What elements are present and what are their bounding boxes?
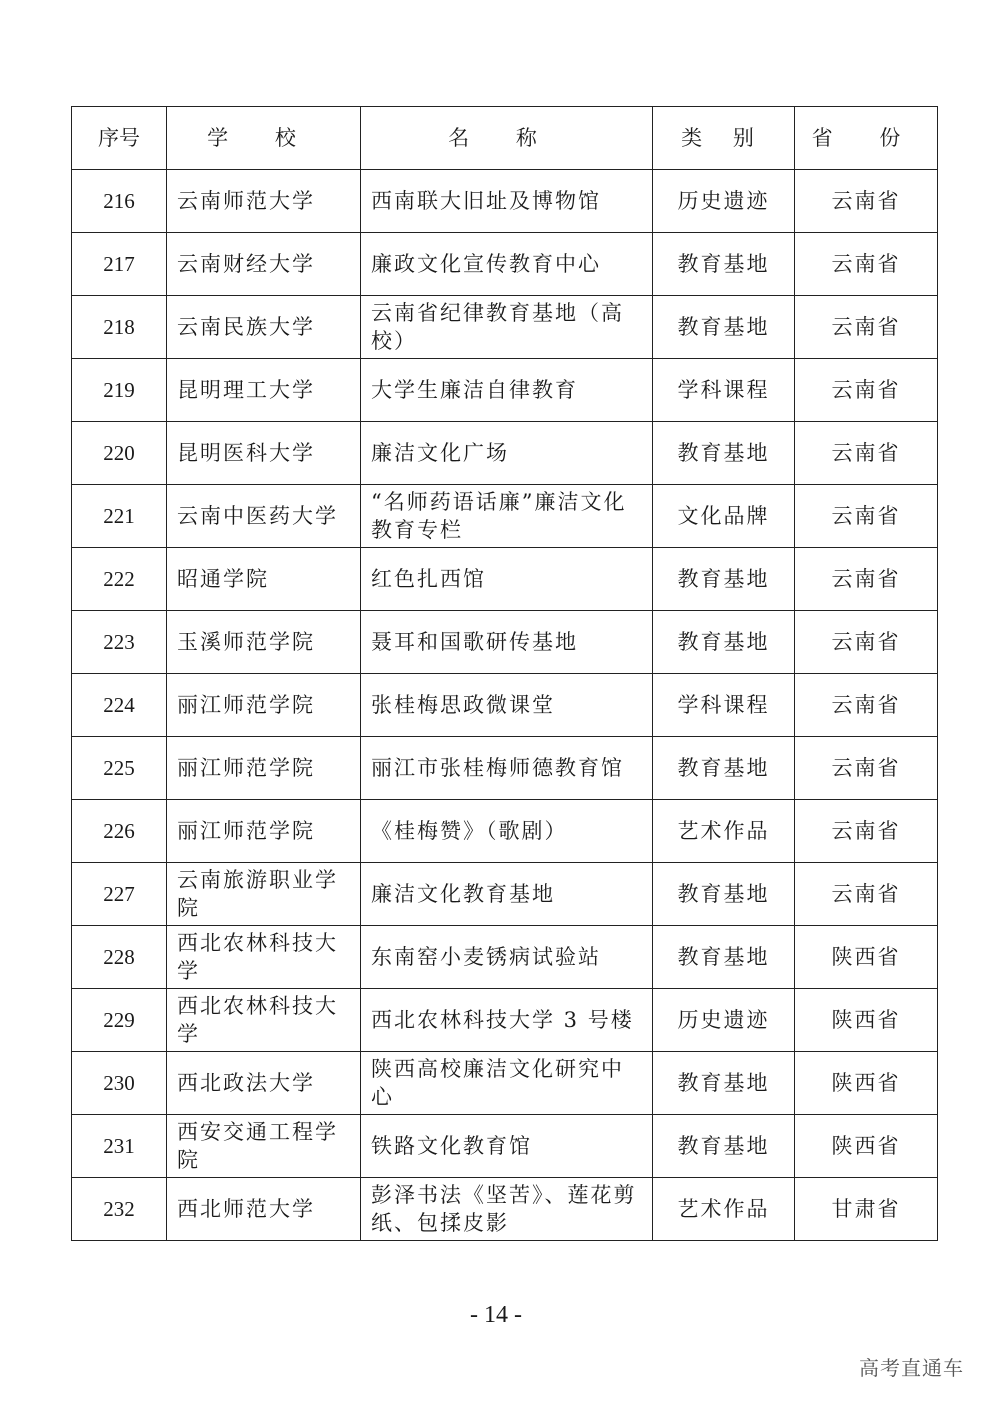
cell-category: 教育基地 (653, 1052, 795, 1115)
table-row (72, 1178, 938, 1241)
cell-school: 西北农林科技大学 (167, 926, 361, 989)
cell-school: 云南民族大学 (167, 296, 361, 359)
cell-name: 彭泽书法《坚苦》、莲花剪纸、包揉皮影 (361, 1178, 653, 1241)
cell-no: 231 (72, 1115, 167, 1178)
cell-name: 《桂梅赞》（歌剧） (361, 800, 653, 863)
cell-no: 222 (72, 548, 167, 611)
cell-province: 云南省 (795, 233, 938, 296)
cell-name: 大学生廉洁自律教育 (361, 359, 653, 422)
cell-category: 教育基地 (653, 1115, 795, 1178)
table-row (72, 296, 938, 359)
cell-no: 220 (72, 422, 167, 485)
cell-province: 云南省 (795, 737, 938, 800)
cell-category: 历史遗迹 (653, 989, 795, 1052)
cell-no: 221 (72, 485, 167, 548)
cell-no: 229 (72, 989, 167, 1052)
cell-category: 历史遗迹 (653, 170, 795, 233)
page-number: - 14 - (470, 1302, 522, 1328)
cell-school: 西北政法大学 (167, 1052, 361, 1115)
cell-province: 云南省 (795, 548, 938, 611)
cell-no: 216 (72, 170, 167, 233)
cell-province: 陕西省 (795, 1115, 938, 1178)
cell-no: 217 (72, 233, 167, 296)
cell-province: 云南省 (795, 485, 938, 548)
cell-school: 西北农林科技大学 (167, 989, 361, 1052)
table-row (72, 989, 938, 1052)
table-header-row (72, 107, 938, 170)
cell-no: 226 (72, 800, 167, 863)
table-row (72, 863, 938, 926)
cell-category: 学科课程 (653, 674, 795, 737)
cell-name: 廉洁文化教育基地 (361, 863, 653, 926)
cell-category: 教育基地 (653, 926, 795, 989)
table-row (72, 926, 938, 989)
cell-category: 教育基地 (653, 737, 795, 800)
cell-name: 红色扎西馆 (361, 548, 653, 611)
cell-school: 昭通学院 (167, 548, 361, 611)
watermark-text: 高考直通车 (859, 1356, 964, 1380)
cell-province: 云南省 (795, 611, 938, 674)
table-row (72, 548, 938, 611)
cell-category: 学科课程 (653, 359, 795, 422)
table-row (72, 737, 938, 800)
cell-name: 东南窑小麦锈病试验站 (361, 926, 653, 989)
table-row (72, 1052, 938, 1115)
cell-school: 玉溪师范学院 (167, 611, 361, 674)
cell-province: 甘肃省 (795, 1178, 938, 1241)
cell-category: 艺术作品 (653, 800, 795, 863)
cell-category: 教育基地 (653, 611, 795, 674)
cell-name: 西南联大旧址及博物馆 (361, 170, 653, 233)
cell-school: 昆明理工大学 (167, 359, 361, 422)
header-province: 省 份 (795, 107, 938, 170)
cell-province: 云南省 (795, 359, 938, 422)
cell-name: 廉政文化宣传教育中心 (361, 233, 653, 296)
cell-name: “名师药语话廉”廉洁文化教育专栏 (361, 485, 653, 548)
header-school: 学 校 (167, 107, 361, 170)
cell-no: 232 (72, 1178, 167, 1241)
cell-name: 铁路文化教育馆 (361, 1115, 653, 1178)
header-name: 名 称 (361, 107, 653, 170)
cell-category: 教育基地 (653, 233, 795, 296)
cell-name: 陕西高校廉洁文化研究中心 (361, 1052, 653, 1115)
table-row (72, 800, 938, 863)
cell-school: 昆明医科大学 (167, 422, 361, 485)
cell-no: 224 (72, 674, 167, 737)
header-category: 类 别 (653, 107, 795, 170)
cell-province: 云南省 (795, 800, 938, 863)
cell-province: 云南省 (795, 296, 938, 359)
table-row (72, 674, 938, 737)
cell-category: 艺术作品 (653, 1178, 795, 1241)
cell-school: 丽江师范学院 (167, 800, 361, 863)
cell-name: 聂耳和国歌研传基地 (361, 611, 653, 674)
cell-no: 219 (72, 359, 167, 422)
header-no: 序号 (72, 107, 167, 170)
cell-name: 云南省纪律教育基地（高校） (361, 296, 653, 359)
table-row (72, 422, 938, 485)
cell-school: 云南中医药大学 (167, 485, 361, 548)
cell-province: 云南省 (795, 863, 938, 926)
cell-no: 227 (72, 863, 167, 926)
cell-school: 丽江师范学院 (167, 737, 361, 800)
cell-school: 丽江师范学院 (167, 674, 361, 737)
table-row (72, 233, 938, 296)
cell-name: 丽江市张桂梅师德教育馆 (361, 737, 653, 800)
cell-school: 西北师范大学 (167, 1178, 361, 1241)
cell-province: 云南省 (795, 170, 938, 233)
table-row (72, 170, 938, 233)
cell-province: 陕西省 (795, 1052, 938, 1115)
cell-province: 陕西省 (795, 989, 938, 1052)
table-row (72, 611, 938, 674)
cell-category: 教育基地 (653, 422, 795, 485)
institution-list-table (71, 106, 938, 1241)
cell-province: 云南省 (795, 674, 938, 737)
cell-province: 云南省 (795, 422, 938, 485)
cell-category: 教育基地 (653, 863, 795, 926)
cell-no: 223 (72, 611, 167, 674)
cell-school: 云南旅游职业学院 (167, 863, 361, 926)
cell-school: 西安交通工程学院 (167, 1115, 361, 1178)
cell-school: 云南师范大学 (167, 170, 361, 233)
cell-no: 230 (72, 1052, 167, 1115)
cell-no: 225 (72, 737, 167, 800)
cell-category: 文化品牌 (653, 485, 795, 548)
table-row (72, 359, 938, 422)
cell-province: 陕西省 (795, 926, 938, 989)
table-row (72, 1115, 938, 1178)
cell-no: 228 (72, 926, 167, 989)
cell-no: 218 (72, 296, 167, 359)
cell-name: 张桂梅思政微课堂 (361, 674, 653, 737)
cell-category: 教育基地 (653, 296, 795, 359)
cell-name: 西北农林科技大学 3 号楼 (361, 989, 653, 1052)
cell-school: 云南财经大学 (167, 233, 361, 296)
cell-name: 廉洁文化广场 (361, 422, 653, 485)
table-row (72, 485, 938, 548)
cell-category: 教育基地 (653, 548, 795, 611)
